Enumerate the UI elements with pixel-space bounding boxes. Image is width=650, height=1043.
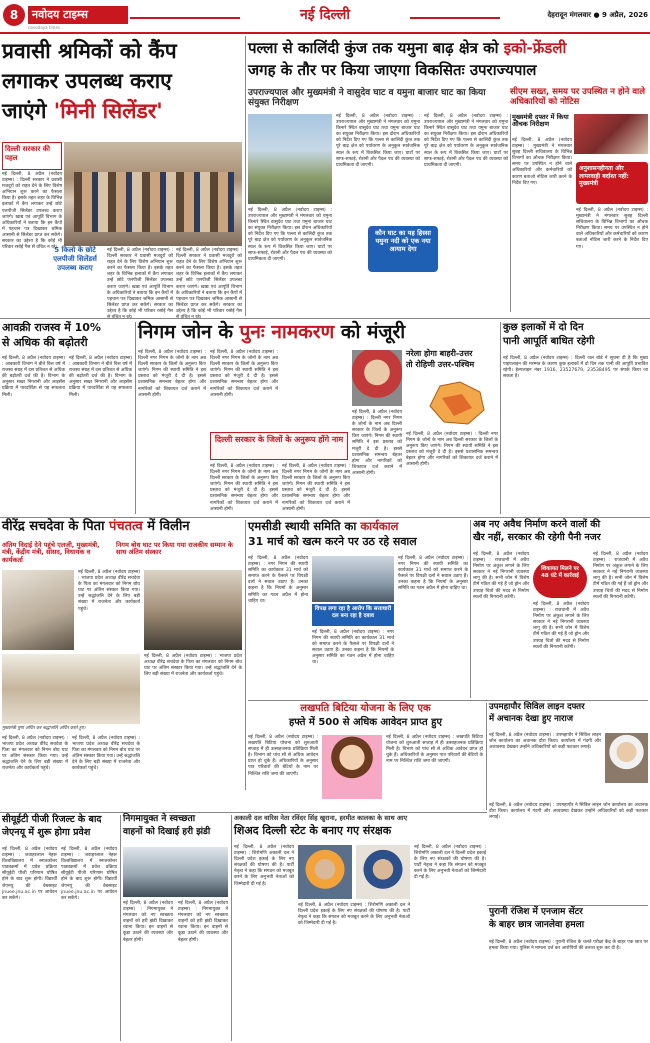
- delhi-map: [420, 376, 490, 428]
- nigam-callout-text: दिल्ली सरकार के जिलों के अनुरूप होंगे नाम: [214, 435, 344, 444]
- illegal-headline-1: अब नए अवैध निर्माण करने वालों की: [473, 519, 601, 530]
- water-headline-1: कुछ इलाकों में दो दिन: [503, 322, 584, 333]
- page-number: 8: [3, 4, 25, 26]
- akali-body-3: नई दिल्ली, 8 अप्रैल (नवोदय टाइम्स) : शिरोमणि अकाली दल ने दिल्ली प्रदेश इकाई के लिए नए संरक्षकों की घोषणा की है। पार्टी नेतृत्व ने कहा कि संगठन को मजबूत करने के लिए अनुभवी नेताओं को जिम्मेदारी दी गई है।: [414, 845, 486, 881]
- story-lakhpati: [248, 703, 483, 810]
- migrant-tag: दिल्ली सरकार की पहल: [2, 142, 62, 170]
- migrant-headline-1: प्रवासी श्रमिकों को कैंप: [2, 39, 177, 63]
- kalindi-side-subhead: सीएम सख्त, समय पर उपस्थित न होने वाले अधिकारियों को नोटिस: [510, 87, 646, 107]
- mcd-body-2: नई दिल्ली, 8 अप्रैल (नवोदय टाइम्स) : नगर निगम की स्थायी समिति का कार्यकाल 31 मार्च को समाप्त करने के फैसले पर विपक्षी दलों ने सवाल उठाए हैं। उनका कहना है कि नियमों के अनुसार समिति का गठन अप्रैल में होना चाहिए था।: [312, 630, 394, 666]
- akali-body-2: नई दिल्ली, 8 अप्रैल (नवोदय टाइम्स) : शिरोमणि अकाली दल ने दिल्ली प्रदेश इकाई के लिए नए संरक्षकों की घोषणा की है। पार्टी नेतृत्व ने कहा कि संगठन को मजबूत करने के लिए अनुभवी नेताओं को जिम्मेदारी दी गई है।: [298, 903, 410, 927]
- cleanliness-photo: [123, 847, 228, 897]
- cuet-headline-1: सीयूईटी पीजी रिजल्ट के बाद: [2, 814, 102, 825]
- col-rule-4: [245, 520, 246, 790]
- masthead: [28, 6, 128, 24]
- migrant-photo: [64, 142, 242, 246]
- story-nigam: [138, 322, 498, 514]
- civil-lines-headline-2: में अचानक देखा हुए नाराज: [489, 714, 574, 724]
- migrant-body-2: नई दिल्ली, 8 अप्रैल (नवोदय टाइम्स) : दिल्ली सरकार ने प्रवासी मजदूरों को राहत देने के लिए विशेष अभियान शुरू करने का फैसला किया है। इसके तहत शहर के विभिन्न इलाकों में कैंप लगाकर उन्हें छोटे एलपीजी सिलेंडर उपलब्ध कराए जाएंगे। खाद्य एवं आपूर्ति विभाग के अधिकारियों ने बताया कि इन कैंपों में पहचान पत्र दिखाकर श्रमिक आसानी से सिलेंडर प्राप्त कर सकेंगे। सरकार का उद्देश्य है कि कोई भी परिवार रसोई गैस: [107, 248, 173, 314]
- water-body: नई दिल्ली, 8 अप्रैल (नवोदय टाइम्स) : दिल्ली जल बोर्ड ने सूचना दी है कि मुख्य पाइपलाइन की मरम्मत के कारण कुछ इलाकों में दो दिन तक पानी की आपूर्ति प्रभावित रहेगी। हेल्पलाइन नंबर 1916, 23527679, 23538495 पर संपर्क किया जा सकता है।: [503, 356, 648, 380]
- nigam-headline: [138, 322, 498, 343]
- row-rule-3: [248, 700, 648, 701]
- col-rule-6: [486, 703, 487, 810]
- nigam-body-5: नई दिल्ली, 8 अप्रैल (नवोदय टाइम्स) : दिल्ली नगर निगम के जोनों के नाम अब दिल्ली सरकार के जिलों के अनुरूप किए जाएंगे। निगम की स्थायी समिति ने इस प्रस्ताव को मंजूरी दे दी है। इससे प्रशासनिक समन्वय बेहतर होगा और नागरिकों को शिकायत दर्ज कराने में आसानी होगी।: [352, 410, 402, 476]
- kalindi-headline-highlight: इको-फ्रेंडली: [503, 39, 567, 57]
- kalindi-headline-1-text: पल्ला से कालिंदी कुंज तक यमुना बाढ़ क्षेत्र को: [248, 39, 504, 57]
- sachdeva-bullet-2: निगम बोध घाट पर किया गया राजकीय सम्मान के साथ अंतिम संस्कार: [116, 541, 233, 557]
- story-water: [503, 322, 648, 514]
- nigam-body-4: नई दिल्ली, 8 अप्रैल (नवोदय टाइम्स) : दिल्ली नगर निगम के जोनों के नाम अब दिल्ली सरकार के जिलों के अनुरूप किए जाएंगे। निगम की स्थायी समिति ने इस प्रस्ताव को मंजूरी दे दी है। इससे प्रशासनिक समन्वय बेहतर होगा और नागरिकों को शिकायत दर्ज कराने में आसानी होगी।: [282, 464, 350, 512]
- section-title: [225, 4, 425, 30]
- lakhpati-headline-2: हफ्ते में 500 से अधिक आवेदन प्राप्त हुए: [289, 717, 442, 728]
- col-rule-2: [135, 322, 136, 514]
- nigam-headline-2: को मंजूरी: [334, 321, 406, 343]
- nigam-side: [406, 350, 498, 514]
- property-body-2: नई दिल्ली, 8 अप्रैल (नवोदय टाइम्स) : आबकारी विभाग ने बीते वित्त वर्ष में राजस्व संग्रह में दस प्रतिशत से अधिक की बढ़ोतरी दर्ज की है। विभाग के अनुसार सख्त निगरानी और लाइसेंस प्रक्रिया में पारदर्शिता से यह सफलता मिली।: [69, 356, 132, 398]
- mcd-headline-1: [248, 520, 468, 533]
- illegal-body-1: नई दिल्ली, 8 अप्रैल (नवोदय टाइम्स) : राजधानी में अवैध निर्माण पर अंकुश लगाने के लिए सरकार ने नई निगरानी व्यवस्था लागू की है। सभी जोन में विशेष टीमें गठित की गई हैं जो ड्रोन और उपग्रह चित्रों की मदद से निर्माण स्थलों की निगरानी करेंगी।: [473, 552, 529, 600]
- sachdeva-headline-1: वीरेंद्र सचदेवा के पिता: [2, 519, 109, 534]
- section-label: नई दिल्ली: [299, 7, 350, 23]
- nigam-body-2: नई दिल्ली, 8 अप्रैल (नवोदय टाइम्स) : दिल्ली नगर निगम के जोनों के नाम अब दिल्ली सरकार के जिलों के अनुरूप किए जाएंगे। निगम की स्थायी समिति ने इस प्रस्ताव को मंजूरी दे दी है। इससे प्रशासनिक समन्वय बेहतर होगा और नागरिकों को शिकायत दर्ज कराने में आसानी होगी।: [210, 350, 278, 398]
- migrant-headline-2: लगाकर उपलब्ध कराए: [2, 69, 172, 93]
- purani-ranjish-body: नई दिल्ली, 8 अप्रैल (नवोदय टाइम्स) : पुरानी रंजिश के चलते परीक्षा केंद्र के बाहर एक छात्र पर हमला किया गया। पुलिस ने मामला दर्ज कर आरोपियों की तलाश शुरू कर दी है।: [489, 940, 648, 952]
- cleanliness-body-2: नई दिल्ली, 8 अप्रैल (नवोदय टाइम्स) : निगमायुक्त ने मंगलवार को नए स्वच्छता वाहनों को हरी झंडी दिखाकर रवाना किया। इन वाहनों से कूड़ा उठाने की व्यवस्था और बेहतर होगी।: [178, 901, 228, 943]
- col-rule-9: [487, 905, 648, 906]
- nigam-body-3: नई दिल्ली, 8 अप्रैल (नवोदय टाइम्स) : दिल्ली नगर निगम के जोनों के नाम अब दिल्ली सरकार के जिलों के अनुरूप किए जाएंगे। निगम की स्थायी समिति ने इस प्रस्ताव को मंजूरी दे दी है। इससे प्रशासनिक समन्वय बेहतर होगा और नागरिकों को शिकायत दर्ज कराने में आसानी होगी।: [210, 464, 278, 512]
- kalindi-subhead: उपराज्यपाल और मुख्यमंत्री ने वासुदेव घाट व यमुना बाजार घाट का किया संयुक्त निरीक्षण: [248, 88, 486, 109]
- cm-office-callout: [576, 162, 648, 204]
- sachdeva-body-4: नई दिल्ली, 8 अप्रैल (नवोदय टाइम्स) : भाजपा प्रदेश अध्यक्ष वीरेंद्र सचदेवा के पिता का मंगलवार को निगम बोध घाट पर अंतिम संस्कार किया गया। उन्हें श्रद्धांजलि देने के लिए बड़ी संख्या में राजनेता और कार्यकर्ता पहुंचे।: [144, 654, 242, 678]
- sachdeva-photo-2: [144, 570, 242, 650]
- story-mcd: [248, 520, 468, 698]
- delhi-map-graphic: [420, 376, 490, 428]
- story-illegal: [473, 520, 648, 698]
- sachdeva-photo-1: [2, 570, 74, 650]
- kalindi-body-3: नई दिल्ली, 8 अप्रैल (नवोदय टाइम्स) : उपराज्यपाल और मुख्यमंत्री ने मंगलवार को यमुना किनारे स्थित वासुदेव घाट तथा यमुना बाजार घाट का संयुक्त निरीक्षण किया। इस दौरान अधिकारियों को निर्देश दिए गए कि पल्ला से कालिंदी कुंज तक पूरे बाढ़ क्षेत्र को पर्यावरण के अनुकूल सार्वजनिक स्थल के रूप में विकसित किया जाए। घाटों पर साफ-सफाई, रोशनी और पैदल पथ की व्यवस्था को प्राथमिकता दी जाएगी।: [424, 114, 508, 168]
- col-rule-5: [470, 520, 471, 698]
- cleanliness-headline-1: निगमायुक्त ने स्वच्छता: [123, 814, 196, 824]
- lakhpati-headline-1: लखपति बिटिया योजना के लिए एक: [300, 703, 431, 714]
- story-purani-ranjish: [489, 908, 648, 1041]
- nigam-headline-highlight: पुनः नामकरण: [239, 321, 335, 343]
- cuet-body-1: नई दिल्ली, 8 अप्रैल (नवोदय टाइम्स) : जवाहरलाल नेहरू विश्वविद्यालय में स्नातकोत्तर पाठ्यक्रमों में प्रवेश प्रक्रिया सीयूईटी पीजी परिणाम घोषित होने के बाद शुरू होगी। विद्यार्थी जेएनयू की वेबसाइट jnuee.jnu.ac.in पर आवेदन कर सकेंगे।: [2, 847, 57, 901]
- row-rule-4: [0, 812, 487, 813]
- mcd-body-1: नई दिल्ली, 8 अप्रैल (नवोदय टाइम्स) : नगर निगम की स्थायी समिति का कार्यकाल 31 मार्च को समाप्त करने के फैसले पर विपक्षी दलों ने सवाल उठाए हैं। उनका कहना है कि नियमों के अनुसार समिति का गठन अप्रैल में होना चाहिए था।: [248, 556, 308, 604]
- migrant-photo-figures: [74, 172, 234, 232]
- row-rule-1: [0, 318, 650, 319]
- kalindi-body-2: नई दिल्ली, 8 अप्रैल (नवोदय टाइम्स) : उपराज्यपाल और मुख्यमंत्री ने मंगलवार को यमुना किनारे स्थित वासुदेव घाट तथा यमुना बाजार घाट का संयुक्त निरीक्षण किया। इस दौरान अधिकारियों को निर्देश दिए गए कि पल्ला से कालिंदी कुंज तक पूरे बाढ़ क्षेत्र को पर्यावरण के अनुकूल सार्वजनिक स्थल के रूप में विकसित किया जाए। घाटों पर साफ-सफाई, रोशनी और पैदल पथ की व्यवस्था को प्राथमिकता दी जाएगी।: [336, 114, 420, 168]
- migrant-callout: 5 किलो के छोटे एलपीजी सिलेंडर्स उपलब्ध कराए: [53, 246, 97, 272]
- masthead-title: नवोदय टाइम्स: [32, 8, 88, 21]
- sachdeva-caption: मुख्यमंत्री पुष्प अर्पित कर श्रद्धांजलि अर्पित करते हुए।: [2, 726, 86, 731]
- lakhpati-body-2: नई दिल्ली, 8 अप्रैल (नवोदय टाइम्स) : लखपति बिटिया योजना को शुरुआती सप्ताह में ही उत्साहजनक प्रतिक्रिया मिली है। विभाग को पांच सौ से अधिक आवेदन प्राप्त हो चुके हैं। अधिकारियों के अनुसार पात्र परिवारों की बेटियों के नाम पर निश्चित राशि जमा की जाएगी।: [386, 735, 483, 765]
- cm-office-callout-text: अनुशासनहीनता और लापरवाही बर्दाश्त नहीं: मुख्यमंत्री: [579, 165, 629, 187]
- purani-ranjish-headline-1: पुरानी रंजिश में एनजाम सेंटर: [489, 907, 583, 917]
- kalindi-headline-1: [248, 40, 648, 57]
- mcd-callout: [312, 604, 394, 626]
- migrant-headline-3-text: जाएंगे: [2, 99, 54, 123]
- property-headline-2: से अधिक की बढ़ोतरी: [2, 336, 88, 349]
- property-headline-1: आवक्री राजस्व में 10%: [2, 321, 101, 334]
- cuet-headline-2: जेएनयू में शुरू होगा प्रवेश: [2, 827, 91, 838]
- story-cleanliness: [123, 815, 228, 1041]
- mcd-headline-2: 31 मार्च को खत्म करने पर उठ रहे सवाल: [248, 535, 417, 548]
- akali-body-1: नई दिल्ली, 8 अप्रैल (नवोदय टाइम्स) : शिरोमणि अकाली दल ने दिल्ली प्रदेश इकाई के लिए नए संरक्षकों की घोषणा की है। पार्टी नेतृत्व ने कहा कि संगठन को मजबूत करने के लिए अनुभवी नेताओं को जिम्मेदारी दी गई है।: [234, 845, 294, 887]
- story-cuet: [2, 815, 117, 1041]
- section-rule-left: [130, 17, 240, 19]
- story-kalindi: [248, 36, 648, 316]
- sachdeva-bullet-1: अंतिम विदाई देने पहुंचे एलजी, मुख्यमंत्री, मंत्री, केंद्रीय मंत्री, सांसद, विधायक व कार्यकर्ता: [2, 541, 100, 564]
- property-body-1: नई दिल्ली, 8 अप्रैल (नवोदय टाइम्स) : आबकारी विभाग ने बीते वित्त वर्ष में राजस्व संग्रह में दस प्रतिशत से अधिक की बढ़ोतरी दर्ज की है। विभाग के अनुसार सख्त निगरानी और लाइसेंस प्रक्रिया में पारदर्शिता से यह सफलता मिली।: [2, 356, 65, 398]
- water-headline-2: पानी आपूर्ति बाधित रहेगी: [503, 336, 595, 347]
- purani-ranjish-headline-2: के बाहर छात्र जानलेवा हमला: [489, 920, 585, 930]
- dateline: देहरादून मंगलवार ● 9 अप्रैल, 2026: [547, 11, 648, 19]
- sachdeva-headline-highlight: पंचतत्व: [108, 519, 143, 534]
- illegal-body-3: नई दिल्ली, 8 अप्रैल (नवोदय टाइम्स) : राजधानी में अवैध निर्माण पर अंकुश लगाने के लिए सरकार ने नई निगरानी व्यवस्था लागू की है। सभी जोन में विशेष टीमें गठित की गई हैं जो ड्रोन और उपग्रह चित्रों की मदद से निर्माण स्थलों की निगरानी करेंगी।: [593, 552, 648, 600]
- akali-photo-1: [298, 845, 352, 899]
- kalindi-photo: [248, 114, 332, 204]
- page-header: [0, 0, 650, 34]
- story-sachdeva: [2, 520, 242, 790]
- cm-office-headline: मुख्यमंत्री दफ्तर में किया औचक निरीक्षण: [512, 113, 569, 129]
- nigam-side-headline-1: नरेला होगा बाहरी-उत्तर: [406, 349, 473, 358]
- cleanliness-body-1: नई दिल्ली, 8 अप्रैल (नवोदय टाइम्स) : निगमायुक्त ने मंगलवार को नए स्वच्छता वाहनों को हरी झंडी दिखाकर रवाना किया। इन वाहनों से कूड़ा उठाने की व्यवस्था और बेहतर होगी।: [123, 901, 173, 943]
- illegal-headline-2: खैर नहीं, सरकार की रहेगी पैनी नजर: [473, 532, 601, 543]
- mcd-callout-text: विपक्ष लगा रहा है आरोप कि सत्ताधारी दल बना रहा है दबाव: [314, 606, 392, 619]
- mcd-body-3: नई दिल्ली, 8 अप्रैल (नवोदय टाइम्स) : नगर निगम की स्थायी समिति का कार्यकाल 31 मार्च को समाप्त करने के फैसले पर विपक्षी दलों ने सवाल उठाए हैं। उनका कहना है कि नियमों के अनुसार समिति का गठन अप्रैल में होना चाहिए था।: [398, 556, 468, 592]
- migrant-body-1: नई दिल्ली, 8 अप्रैल (नवोदय टाइम्स) : दिल्ली सरकार ने प्रवासी मजदूरों को राहत देने के लिए विशेष अभियान शुरू करने का फैसला किया है। इसके तहत शहर के विभिन्न इलाकों में कैंप लगाकर उन्हें छोटे एलपीजी सिलेंडर उपलब्ध कराए जाएंगे। खाद्य एवं आपूर्ति विभाग के अधिकारियों ने बताया कि इन कैंपों में पहचान पत्र दिखाकर श्रमिक आसानी से सिलेंडर प्राप्त कर सकेंगे। सरकार का उद्देश्य है कि कोई भी परिवार रसोई गैस से वंचित न रहे।: [2, 172, 62, 251]
- akali-headline-1: अकाली दल वारिस नेता रविंदर सिंह खुराना, हरमीत कालका के साथ आए: [234, 814, 408, 822]
- col-rule-1: [245, 36, 246, 316]
- akali-headline-2: शिअद दिल्ली स्टेट के बनाए गए संरक्षक: [234, 824, 392, 837]
- migrant-headline-3: [2, 100, 242, 123]
- nigam-body-1: नई दिल्ली, 8 अप्रैल (नवोदय टाइम्स) : दिल्ली नगर निगम के जोनों के नाम अब दिल्ली सरकार के जिलों के अनुरूप किए जाएंगे। निगम की स्थायी समिति ने इस प्रस्ताव को मंजूरी दे दी है। इससे प्रशासनिक समन्वय बेहतर होगा और नागरिकों को शिकायत दर्ज कराने में आसानी होगी।: [138, 350, 206, 398]
- sachdeva-body-1: नई दिल्ली, 8 अप्रैल (नवोदय टाइम्स) : भाजपा प्रदेश अध्यक्ष वीरेंद्र सचदेवा के पिता का मंगलवार को निगम बोध घाट पर अंतिम संस्कार किया गया। उन्हें श्रद्धांजलि देने के लिए बड़ी संख्या में राजनेता और कार्यकर्ता पहुंचे।: [78, 570, 140, 612]
- nigam-callout: [210, 432, 348, 460]
- col-rule-7: [120, 815, 121, 1041]
- nigam-headline-1: निगम जोन के: [138, 321, 240, 343]
- masthead-tag: navodaya times: [28, 25, 61, 30]
- kalindi-body-1: नई दिल्ली, 8 अप्रैल (नवोदय टाइम्स) : उपराज्यपाल और मुख्यमंत्री ने मंगलवार को यमुना किनारे स्थित वासुदेव घाट तथा यमुना बाजार घाट का संयुक्त निरीक्षण किया। इस दौरान अधिकारियों को निर्देश दिए गए कि पल्ला से कालिंदी कुंज तक पूरे बाढ़ क्षेत्र को पर्यावरण के अनुकूल सार्वजनिक स्थल के रूप में विकसित किया जाए। घाटों पर साफ-सफाई, रोशनी और पैदल पथ की व्यवस्था को प्राथमिकता दी जाएगी।: [248, 208, 332, 262]
- illegal-body-2: नई दिल्ली, 8 अप्रैल (नवोदय टाइम्स) : राजधानी में अवैध निर्माण पर अंकुश लगाने के लिए सरकार ने नई निगरानी व्यवस्था लागू की है। सभी जोन में विशेष टीमें गठित की गई हैं जो ड्रोन और उपग्रह चित्रों की मदद से निर्माण स्थलों की निगरानी करेंगी।: [533, 602, 589, 650]
- col-rule-3: [500, 322, 501, 514]
- nigam-side-headline-2: तो रोहिणी उत्तर-पश्चिम: [406, 360, 475, 369]
- nigam-photo: [352, 350, 402, 406]
- sachdeva-headline: [2, 520, 242, 534]
- civil-lines-photo: [605, 733, 648, 783]
- story-civil-lines: [489, 703, 648, 903]
- row-rule-2: [0, 517, 650, 518]
- sachdeva-headline-2: में विलीन: [142, 519, 190, 534]
- kalindi-headline-2: जगह के तौर पर किया जाएगा विकसितः उपराज्यपाल: [248, 61, 537, 79]
- mcd-headline-1-text: एमसीडी स्थायी समिति का: [248, 519, 361, 533]
- header-rule: [0, 32, 650, 34]
- cm-office-body-1: नई दिल्ली, 8 अप्रैल (नवोदय टाइम्स) : मुख्यमंत्री ने मंगलवार सुबह दिल्ली सचिवालय के विभिन्न विभागों का औचक निरीक्षण किया। समय पर उपस्थित न होने वाले अधिकारियों और कर्मचारियों को कारण बताओ नोटिस जारी करने के निर्देश दिए गए।: [512, 138, 572, 186]
- section-rule-right: [410, 17, 500, 19]
- illegal-callout-text: शिकायत मिलने पर 48 घंटे में कार्रवाई: [541, 566, 579, 579]
- cm-office-box: [512, 114, 648, 312]
- mcd-photo: [312, 556, 394, 602]
- akali-photo-2: [356, 845, 410, 899]
- cleanliness-headline-2: वाहनों को दिखाई हरी झंडी: [123, 827, 211, 837]
- story-akali: [234, 815, 486, 1041]
- nigam-side-body: नई दिल्ली, 8 अप्रैल (नवोदय टाइम्स) : दिल्ली नगर निगम के जोनों के नाम अब दिल्ली सरकार के जिलों के अनुरूप किए जाएंगे। निगम की स्थायी समिति ने इस प्रस्ताव को मंजूरी दे दी है। इससे प्रशासनिक समन्वय बेहतर होगा और नागरिकों को शिकायत दर्ज कराने में आसानी होगी।: [406, 432, 498, 468]
- mcd-headline-highlight: कार्यकाल: [360, 519, 399, 533]
- story-migrant: [2, 36, 242, 316]
- civil-lines-body-2: नई दिल्ली, 8 अप्रैल (नवोदय टाइम्स) : उपमहापौर ने सिविल लाइन जोन कार्यालय का अचानक दौरा किया। कार्यालय में गंदगी और अव्यवस्था देखकर उन्होंने अधिकारियों को कड़ी फटकार लगाई।: [489, 803, 648, 821]
- civil-lines-body-1: नई दिल्ली, 8 अप्रैल (नवोदय टाइम्स) : उपमहापौर ने सिविल लाइन जोन कार्यालय का अचानक दौरा किया। कार्यालय में गंदगी और अव्यवस्था देखकर उन्होंने अधिकारियों को कड़ी फटकार लगाई।: [489, 733, 601, 751]
- sachdeva-body-2: नई दिल्ली, 8 अप्रैल (नवोदय टाइम्स) : भाजपा प्रदेश अध्यक्ष वीरेंद्र सचदेवा के पिता का मंगलवार को निगम बोध घाट पर अंतिम संस्कार किया गया। उन्हें श्रद्धांजलि देने के लिए बड़ी संख्या में राजनेता और कार्यकर्ता पहुंचे।: [2, 736, 68, 772]
- kalindi-quote: कौन घाट का यह हिस्सा यमुना नदी को एक नया आयाम देगा: [375, 229, 431, 253]
- col-rule-8: [231, 815, 232, 1041]
- migrant-headline-highlight: 'मिनी सिलेंडर': [53, 99, 163, 123]
- lakhpati-body-1: नई दिल्ली, 8 अप्रैल (नवोदय टाइम्स) : लखपति बिटिया योजना को शुरुआती सप्ताह में ही उत्साहजनक प्रतिक्रिया मिली है। विभाग को पांच सौ से अधिक आवेदन प्राप्त हो चुके हैं। अधिकारियों के अनुसार पात्र परिवारों की बेटियों के नाम पर निश्चित राशि जमा की जाएगी।: [248, 735, 318, 777]
- lakhpati-photo: [322, 735, 382, 799]
- illegal-callout: [533, 560, 587, 598]
- sachdeva-body-3: नई दिल्ली, 8 अप्रैल (नवोदय टाइम्स) : भाजपा प्रदेश अध्यक्ष वीरेंद्र सचदेवा के पिता का मंगलवार को निगम बोध घाट पर अंतिम संस्कार किया गया। उन्हें श्रद्धांजलि देने के लिए बड़ी संख्या में राजनेता और कार्यकर्ता पहुंचे।: [72, 736, 140, 772]
- civil-lines-headline-1: उपमहापौर सिविल लाइन दफ्तर: [489, 702, 585, 712]
- sachdeva-photo-3: [2, 654, 140, 724]
- cm-office-body-2: नई दिल्ली, 8 अप्रैल (नवोदय टाइम्स) : मुख्यमंत्री ने मंगलवार सुबह दिल्ली सचिवालय के विभिन्न विभागों का औचक निरीक्षण किया। समय पर उपस्थित न होने वाले अधिकारियों और कर्मचारियों को कारण बताओ नोटिस जारी करने के निर्देश दिए गए।: [576, 208, 648, 250]
- story-property: [2, 322, 132, 514]
- cuet-body-2: नई दिल्ली, 8 अप्रैल (नवोदय टाइम्स) : जवाहरलाल नेहरू विश्वविद्यालय में स्नातकोत्तर पाठ्यक्रमों में प्रवेश प्रक्रिया सीयूईटी पीजी परिणाम घोषित होने के बाद शुरू होगी। विद्यार्थी जेएनयू की वेबसाइट jnuee.jnu.ac.in पर आवेदन कर सकेंगे।: [61, 847, 117, 901]
- kalindi-col-rule: [510, 114, 511, 312]
- migrant-body-3: नई दिल्ली, 8 अप्रैल (नवोदय टाइम्स) : दिल्ली सरकार ने प्रवासी मजदूरों को राहत देने के लिए विशेष अभियान शुरू करने का फैसला किया है। इसके तहत शहर के विभिन्न इलाकों में कैंप लगाकर उन्हें छोटे एलपीजी सिलेंडर उपलब्ध कराए जाएंगे। खाद्य एवं आपूर्ति विभाग के अधिकारियों ने बताया कि इन कैंपों में पहचान पत्र दिखाकर श्रमिक आसानी से सिलेंडर प्राप्त कर सकेंगे। सरकार का उद्देश्य है कि कोई भी परिवार रसोई गैस: [176, 248, 242, 314]
- cm-office-photo: [574, 114, 648, 154]
